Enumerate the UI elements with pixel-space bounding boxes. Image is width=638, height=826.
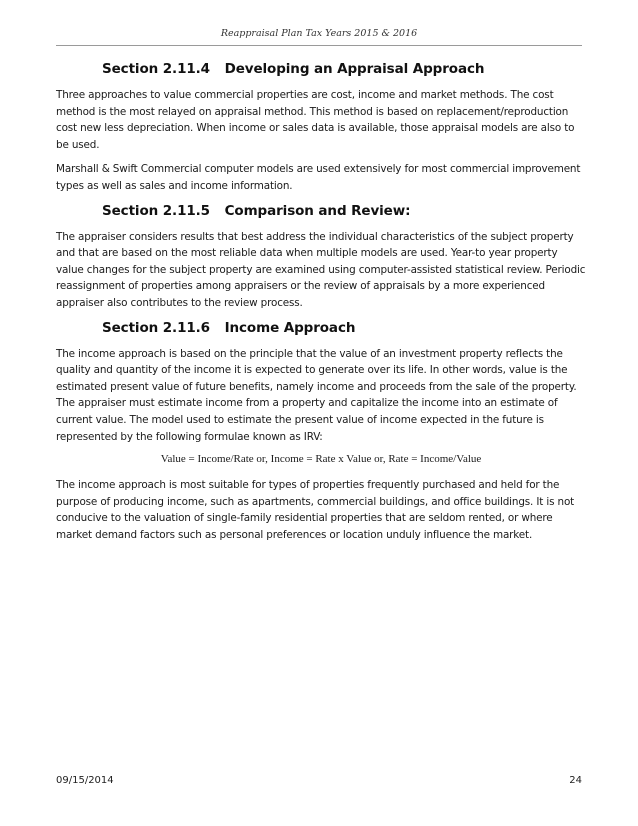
footer-date: 09/15/2014 [56, 775, 114, 786]
paragraph: The income approach is based on the principle that the value of an investment property reflects the quality and quantity of the income it is expected to generate over its life. In other words, value is the estimated present value of future benefits, namely income and proceeds from the sale of the property. The appraiser must estimate income from a property and capitalize the income into an estimate of current value. The model used to estimate the present value of income expected in the future is represented by the following formulae known as IRV: [56, 347, 577, 443]
header-divider [56, 45, 582, 46]
section-number: Section 2.11.4 [102, 61, 210, 77]
section-number: Section 2.11.5 [102, 202, 210, 219]
section-title: Developing an Appraisal Approach [224, 61, 485, 77]
paragraph: The appraiser considers results that best address the individual characteristics of the subject property and that are based on the most reliable data when multiple models are used. Year-to year property value changes for the subject property are examined using computer-assisted statistical review. Periodic reassignment of properties among appraisers or the review of appraisals by a more experienced appraiser also contributes to the review process. [56, 230, 586, 309]
section-title: Comparison and Review: [224, 202, 411, 219]
paragraph: Three approaches to value commercial properties are cost, income and market methods. The cost method is the most relayed on appraisal method. This method is based on replacement/reproduction cost new less depreciation. When income or sales data is available, those appraisal models are also to be used. [56, 89, 575, 151]
page-number: 24 [569, 775, 582, 786]
section-title: Income Approach [224, 319, 356, 336]
section-number: Section 2.11.6 [102, 319, 210, 336]
paragraph: Marshall & Swift Commercial computer models are used extensively for most commercial improvement types as well as sales and income information. [56, 163, 581, 192]
document-body [56, 55, 586, 551]
page-header: Reappraisal Plan Tax Years 2015 & 2016 [220, 28, 418, 39]
paragraph: The income approach is most suitable for types of properties frequently purchased and held for the purpose of producing income, such as apartments, commercial buildings, and office buildings. It is not conducive to the valuation of single-family residential properties that are seldom rented, or where market demand factors such as personal preferences or location unduly influence the market. [56, 479, 575, 541]
section-heading-2-11-4 [102, 61, 586, 77]
section-heading-2-11-5 [102, 203, 586, 219]
irv-formula: Value = Income/Rate or, Income = Rate x Value or, Rate = Income/Value [160, 453, 482, 466]
section-heading-2-11-6 [102, 320, 586, 336]
